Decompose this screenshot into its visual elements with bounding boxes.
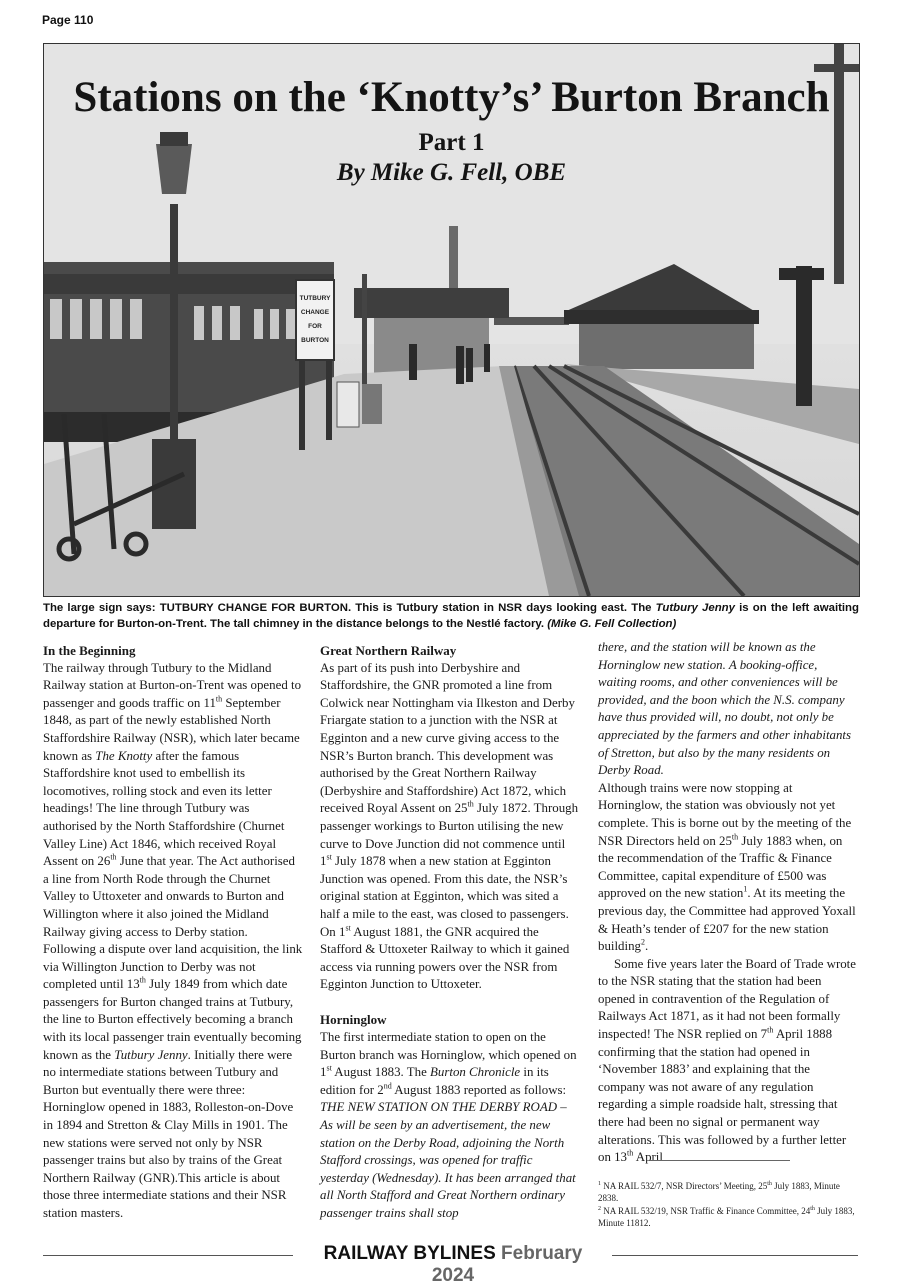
part-label: Part 1: [418, 129, 485, 156]
column-3: [598, 639, 858, 1167]
page-number: Page 110: [42, 13, 94, 27]
column-2: [320, 642, 580, 1223]
station-photo: [43, 43, 860, 597]
paragraph: The railway through Tutbury to the Midland Railway station at Burton-on-Trent was opened to passenger and goods traffic on 11th September 1848, as part of the newly established North Staffordshire Railway (NSR), which later became known as The Knotty after the famous Staffordshire knot used to embellish its locomotives, rolling stock and even its letter headings! The line through Tutbury was authorised by the North Staffordshire (Churnet Valley Line) Act 1846, which received Royal Assent on 26th June that year. The Act authorised a line from North Rode through the Churnet Valley to Uttoxeter and onwards to Burton and Willington where it also joined the Midland Railway giving access to Derby station. Following a dispute over land acquisition, the link via Willington Junction to Derby was not completed until 13th July 1849 from which date passengers for Burton changed trains at Tutbury, the line to Burton effectively becoming a branch with its local passenger train eventually becoming known as the Tutbury Jenny. Initially there were no intermediate stations between Tutbury and Burton but eventually there were three: Horninglow opened in 1883, Rolleston-on-Dove in 1894 and Stretton & Clay Mills in 1901. The new stations were served not only by NSR passenger trains but also by trains of the Great Northern Railway (GNR).This article is about those three intermediate stations and their NSR station masters.: [43, 660, 303, 1220]
water-column: [796, 266, 812, 406]
footer: [300, 1243, 606, 1287]
section-heading: Horninglow: [320, 1012, 387, 1028]
footnote: $^1$ NA RAIL 532/7, NSR Directors’ Meeting, 25th July 1883, Minute 2838.: [598, 1181, 840, 1203]
footer-rule-right: [612, 1255, 858, 1256]
sign-text-line: CHANGE: [300, 309, 330, 316]
issue-date: February 2024: [431, 1243, 583, 1286]
footbridge: [494, 317, 569, 325]
title-block: [44, 74, 859, 188]
sign-text-line: FOR: [308, 323, 322, 330]
section-heading: In the Beginning: [43, 643, 136, 658]
byline: By Mike G. Fell, OBE: [336, 159, 567, 186]
magazine-name: RAILWAY BYLINES: [323, 1243, 496, 1264]
photo-caption: The large sign says: TUTBURY CHANGE FOR BURTON. This is Tutbury station in NSR days looking east. The Tutbury Jenny is on the left awaiting departure for Burton-on-Trent. The tall chimney in the distance belongs to the Nestlé factory. (Mike G. Fell Collection): [43, 602, 859, 630]
footnotes: [598, 1180, 860, 1230]
column-1: [43, 642, 303, 1223]
footnote-divider: [650, 1160, 790, 1161]
article-title: Stations on the ‘Knotty’s’ Burton Branch: [73, 74, 830, 121]
paragraph: The first intermediate station to open on the Burton branch was Horninglow, which opened on 1st August 1883. The Burton Chronicle in its edition for 2nd August 1883 reported as follows: THE NEW STATION ON THE DERBY ROAD – As will be seen by an advertisement, the new station on the Derby Road, adjoining the North Stafford crossings, was opened for traffic yesterday (Wednesday). It has been arranged that all North Stafford and Great Northern ordinary passenger trains shall stop: [320, 1030, 577, 1220]
sign-text-line: BURTON: [301, 337, 329, 344]
milk-churn: [362, 384, 382, 424]
paragraph: As part of its push into Derbyshire and Staffordshire, the GNR promoted a line from Colwick near Nottingham via Ilkeston and Derby Friargate station to a junction with the NSR at Egginton and a new curve giving access to the NSR’s Burton branch. This development was authorised by the Great Northern Railway (Derbyshire and Staffordshire) Act 1872, which received Royal Assent on 25th July 1872. Through passenger workings to Burton utilising the new curve to Dove Junction did not commence until 1st July 1878 when a new station at Egginton Junction was opened. From this date, the NSR’s original station at Egginton, which was sited a half a mile to the east, was closed to passengers. On 1st August 1881, the GNR acquired the Stafford & Uttoxeter Railway to which it gained access via running powers over the NSR from Egginton Junction to Uttoxeter.: [320, 660, 579, 992]
canopy-far: [354, 288, 509, 318]
distant-lamp-post: [362, 274, 367, 384]
photo-credit: (Mike G. Fell Collection): [547, 617, 677, 630]
milk-churn: [337, 382, 359, 427]
newspaper-quote: there, and the station will be known as the Horninglow new station. A booking-office, waiting rooms, and other conveniences will be provided, and the boon which the N.S. company have thus provided will, no doubt, not only be appreciated by the farmers and other inhabitants of Stretton, but also by the many residents on Derby Road.: [598, 640, 852, 778]
footnote: $^2$ NA RAIL 532/19, NSR Traffic & Finance Committee, 24th July 1883, Minute 11812.: [598, 1206, 855, 1228]
paragraph: Although trains were now stopping at Horninglow, the station was obviously not yet complete. This is borne out by the meeting of the NSR Directors held on 25th July 1883 when, on the recommendation of the Traffic & Finance Committee, capital expenditure of £500 was approved on the new station$^1$. At its meeting the previous day, the Committee had approved Yoxall & Heath’s tender of £207 for the new station building$^2$.: [598, 780, 856, 954]
footer-rule-left: [43, 1255, 293, 1256]
paragraph: Some five years later the Board of Trade wrote to the NSR stating that the station had been opened in contravention of the Regulation of Railways Act 1871, as it had not been formally inspected! The NSR replied on 7th April 1888 confirming that the station had opened in ‘November 1883’ and explaining that the company was not aware of any regulation regarding a simple roadside halt, stressing that there had been no signal or permanent way alterations. This was followed by a further letter on 13th April: [598, 956, 856, 1165]
section-heading: Great Northern Railway: [320, 643, 457, 658]
sign-text-line: TUTBURY: [299, 295, 331, 302]
